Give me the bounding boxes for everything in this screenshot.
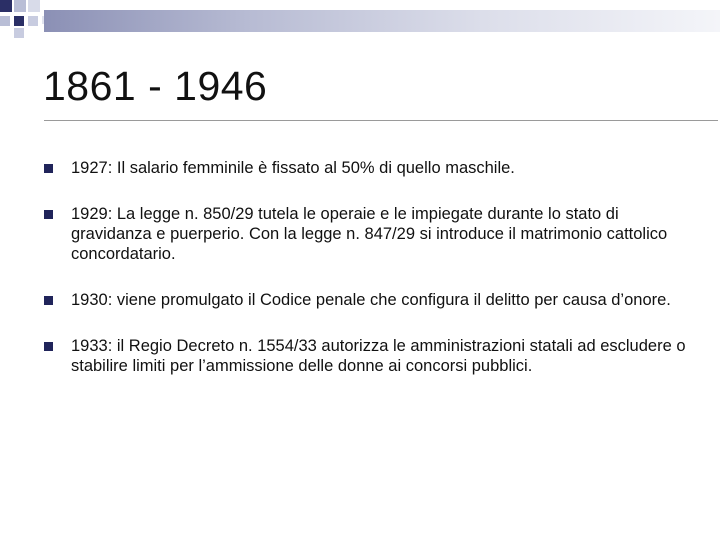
decorative-square <box>0 0 12 12</box>
square-bullet-icon <box>44 296 53 305</box>
square-bullet-icon <box>44 210 53 219</box>
bullet-list <box>44 158 694 402</box>
title-divider <box>44 120 718 121</box>
square-bullet-icon <box>44 164 53 173</box>
bullet-text: 1930: viene promulgato il Codice penale che configura il delitto per causa d’onore. <box>71 291 671 309</box>
decorative-square <box>0 16 10 26</box>
decorative-square <box>28 0 40 12</box>
decorative-square <box>14 28 24 38</box>
decorative-square <box>14 16 24 26</box>
square-bullet-icon <box>44 342 53 351</box>
slide-title: 1861 - 1946 <box>43 63 268 109</box>
bullet-text: 1927: Il salario femminile è fissato al 50% di quello maschile. <box>71 159 515 177</box>
bullet-text: 1933: il Regio Decreto n. 1554/33 autorizza le amministrazioni statali ad escludere o stabilire limiti per l’ammissione delle donne ai concorsi pubblici. <box>71 337 686 375</box>
header-gradient-band <box>44 10 720 32</box>
decorative-square <box>28 16 38 26</box>
bullet-text: 1929: La legge n. 850/29 tutela le operaie e le impiegate durante lo stato di gravidanza e puerperio. Con la legge n. 847/29 si introduce il matrimonio cattolico concordatario. <box>71 205 668 263</box>
bullet-item-1933 <box>44 336 694 376</box>
bullet-item-1929 <box>44 204 694 264</box>
bullet-item-1930 <box>44 290 694 310</box>
bullet-item-1927 <box>44 158 694 178</box>
decorative-square <box>14 0 26 12</box>
